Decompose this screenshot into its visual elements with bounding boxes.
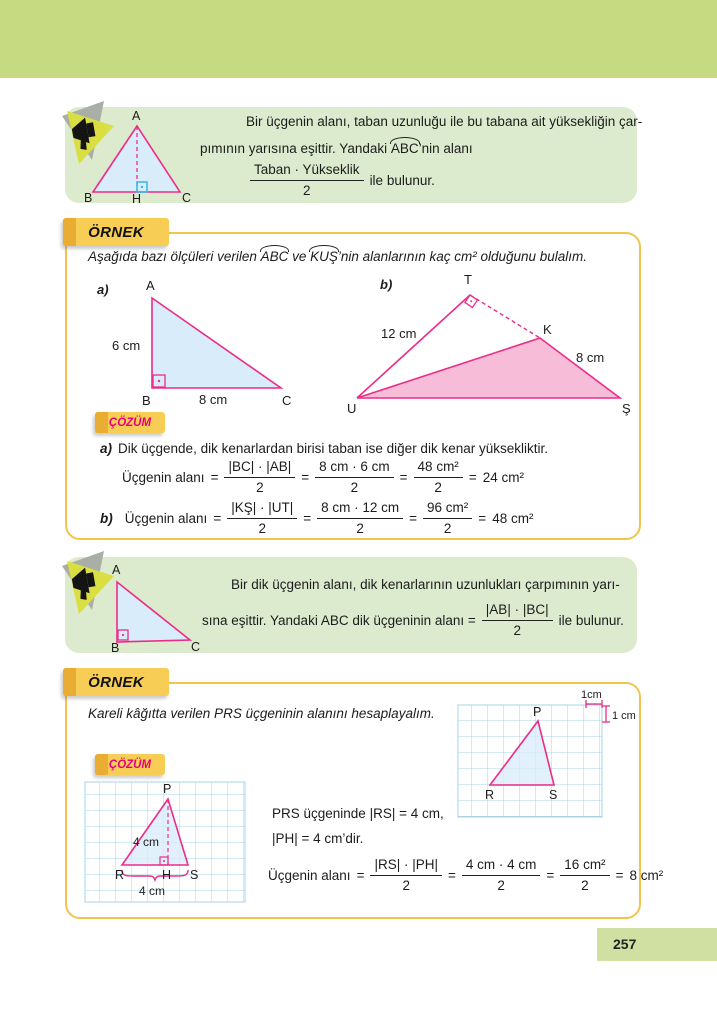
fraction	[315, 459, 394, 495]
formula-a	[122, 457, 524, 497]
figure-a-tag: a)	[97, 282, 109, 297]
solution2-line2: |PH| = 4 cm’dir.	[272, 831, 364, 846]
formula-lead: Üçgenin alanı	[124, 510, 208, 526]
figure-right-triangle-abc	[100, 560, 210, 652]
fraction-numerator: |AB| · |BC|	[482, 602, 553, 621]
fraction-denominator: 2	[256, 479, 264, 495]
vertex-label-s: S	[549, 788, 558, 802]
page-number-box	[597, 928, 717, 961]
fraction-denominator: 2	[350, 479, 359, 495]
vertex-label-s: S	[190, 868, 199, 882]
equals-sign: =	[301, 469, 310, 485]
figure-triangle-abh	[80, 108, 195, 203]
fraction-numerator: 8 cm · 6 cm	[315, 459, 394, 478]
equals-sign: =	[210, 469, 219, 485]
info2-line1: Bir dik üçgenin alanı, dik kenarlarının uzunlukları çarpımının yarı-	[231, 577, 620, 592]
fraction-numerator: |BC| · |AB|	[224, 459, 295, 478]
formula-prs	[268, 855, 663, 895]
fraction-numerator: |RS| · |PH|	[370, 857, 442, 876]
info1-line2-post: ’nin alanı	[418, 141, 473, 156]
vertex-label-k: K	[543, 322, 552, 337]
info2-line2	[202, 598, 624, 642]
fraction	[317, 500, 403, 536]
fraction	[414, 459, 463, 495]
abc-arc-notation: ABC	[390, 141, 419, 156]
solution2-line1: PRS üçgeninde |RS| = 4 cm,	[272, 806, 444, 821]
equals-sign: =	[448, 867, 456, 883]
side-label-8cm: 8 cm	[199, 392, 228, 407]
fraction-denominator: 2	[513, 622, 521, 638]
formula-result: 24 cm²	[482, 469, 524, 485]
height-label-4cm: 4 cm	[133, 835, 160, 849]
vertex-label-u: U	[347, 401, 357, 416]
cozum-label: ÇÖZÜM	[108, 416, 152, 429]
vertex-label-a: A	[132, 109, 141, 123]
fraction-numerator: |KŞ| · |UT|	[227, 500, 297, 519]
vertex-label-r: R	[115, 868, 125, 882]
info1-line2	[200, 141, 473, 156]
info2-after-frac: ile bulunur.	[558, 612, 624, 628]
unit-label-vertical: 1 cm	[612, 710, 636, 722]
side-label-8cm: 8 cm	[576, 350, 605, 365]
side-label-6cm: 6 cm	[112, 338, 141, 353]
fraction-numerator: 96 cm²	[423, 500, 472, 519]
equals-sign: =	[546, 867, 555, 883]
vertex-label-p: P	[533, 705, 542, 719]
formula-lead: Üçgenin alanı	[122, 469, 205, 485]
fraction-denominator: 2	[443, 520, 452, 536]
fraction-denominator: 2	[581, 877, 589, 893]
example2-intro: Kareli kâğıtta verilen PRS üçgeninin alanını hesaplayalım.	[88, 706, 435, 721]
figure-b-tag: b)	[380, 277, 393, 292]
fraction	[482, 602, 553, 638]
ornek-label: ÖRNEK	[88, 223, 144, 241]
ornek-tab-1	[63, 218, 169, 246]
cozum-tab-1	[95, 412, 165, 433]
formula-lead: Üçgenin alanı	[268, 867, 351, 883]
triangle-kus	[357, 338, 620, 398]
unit-label-horizontal: 1cm	[581, 689, 602, 701]
vertex-label-a: A	[112, 563, 121, 577]
vertex-label-p: P	[163, 782, 172, 796]
solution-a-marker: a)	[100, 441, 113, 456]
vertex-label-b: B	[84, 191, 93, 203]
ornek-tab-2	[63, 668, 169, 696]
base-label-4cm: 4 cm	[139, 884, 166, 898]
info1-after-frac: ile bulunur.	[369, 172, 435, 188]
vertex-label-s: Ş	[622, 401, 631, 416]
right-angle-dot	[158, 380, 160, 382]
page-number: 257	[613, 936, 637, 952]
info2-line2-pre: sına eşittir. Yandaki ABC dik üçgeninin alanı =	[202, 612, 476, 628]
fraction	[224, 459, 295, 495]
figure-solution-prs	[83, 778, 261, 910]
equals-sign: =	[399, 469, 408, 485]
solution-a-text: Dik üçgende, dik kenarlardan birisi taban ise diğer dik kenar yüksekliktir.	[118, 441, 548, 456]
fraction	[227, 500, 297, 536]
fraction-numerator: 16 cm²	[560, 857, 609, 876]
equals-sign: =	[356, 867, 365, 883]
solution-a-text-row	[100, 441, 548, 456]
fraction	[462, 857, 541, 893]
fraction	[370, 857, 442, 893]
right-angle-dot	[141, 186, 143, 188]
side-label-12cm: 12 cm	[381, 326, 417, 341]
figure-grid-prs	[455, 688, 660, 828]
fraction	[250, 162, 364, 198]
vertex-label-b: B	[142, 393, 151, 408]
vertex-label-r: R	[485, 788, 495, 802]
fraction-denominator: 2	[497, 877, 505, 893]
cozum-tab-2	[95, 754, 165, 775]
fraction-numerator: Taban · Yükseklik	[250, 162, 364, 181]
fraction-denominator: 2	[258, 520, 266, 536]
vertex-label-b: B	[111, 641, 120, 652]
formula-result: 48 cm²	[492, 510, 534, 526]
vertex-label-a: A	[146, 278, 155, 293]
intro-mid: ve	[288, 249, 311, 264]
vertex-label-c: C	[182, 191, 192, 203]
equals-sign: =	[478, 510, 487, 526]
formula-result: 8 cm²	[629, 867, 664, 883]
fraction-denominator: 2	[434, 479, 442, 495]
intro-post: ’nin alanlarının kaç cm² olduğunu bulalım.	[337, 249, 588, 264]
kus-arc-notation: KUŞ	[310, 249, 338, 264]
info1-formula	[250, 160, 435, 200]
vertex-label-c: C	[191, 640, 201, 652]
triangle-abc	[152, 298, 281, 388]
cozum-label: ÇÖZÜM	[108, 758, 152, 771]
info1-line2-pre: pımının yarısına eşittir. Yandaki	[200, 141, 391, 156]
foot-label-h: H	[132, 192, 142, 203]
figure-a-right-triangle	[95, 278, 300, 413]
fraction-denominator: 2	[402, 877, 410, 893]
fraction-numerator: 48 cm²	[414, 459, 463, 478]
solution-b-marker: b)	[100, 510, 113, 526]
fraction	[560, 857, 609, 893]
fraction-denominator: 2	[356, 520, 364, 536]
right-angle-dot	[122, 634, 124, 636]
figure-b-triangle-kus	[345, 272, 640, 417]
right-angle-dot	[163, 860, 165, 862]
fraction-numerator: 4 cm · 4 cm	[462, 857, 541, 876]
vertex-label-c: C	[282, 393, 292, 408]
abc-arc-notation: ABC	[260, 249, 289, 264]
equals-sign: =	[409, 510, 418, 526]
equals-sign: =	[213, 510, 222, 526]
example1-intro	[88, 249, 587, 264]
dashed-tk	[470, 295, 540, 338]
equals-sign: =	[303, 510, 312, 526]
intro-pre: Aşağıda bazı ölçüleri verilen	[88, 249, 261, 264]
fraction-denominator: 2	[303, 182, 311, 198]
formula-b	[100, 498, 533, 538]
info1-line1: Bir üçgenin alanı, taban uzunluğu ile bu tabana ait yüksekliğin çar-	[246, 114, 643, 129]
equals-sign: =	[615, 867, 624, 883]
fraction-numerator: 8 cm · 12 cm	[317, 500, 403, 519]
header-band	[0, 0, 717, 78]
fraction	[423, 500, 472, 536]
foot-label-h: H	[162, 868, 172, 882]
equals-sign: =	[468, 469, 477, 485]
vertex-label-t: T	[464, 272, 472, 287]
ornek-label: ÖRNEK	[88, 673, 144, 691]
